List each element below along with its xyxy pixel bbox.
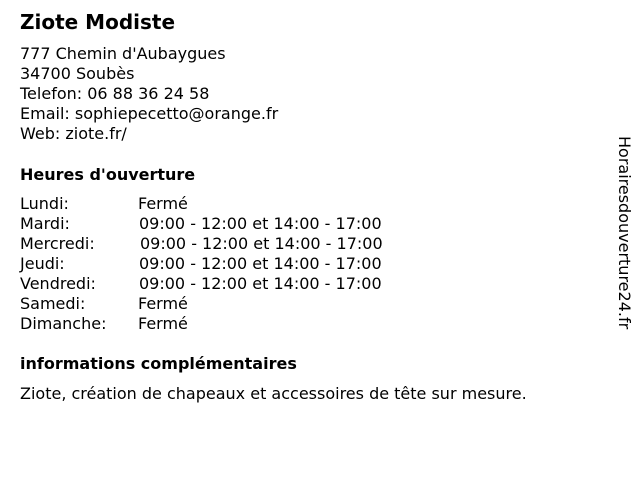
day-label: Vendredi:	[20, 274, 96, 293]
web-line: Web: ziote.fr/	[20, 124, 127, 143]
day-hours: Fermé	[138, 194, 188, 213]
contact-block	[20, 44, 278, 144]
site-watermark: Horairesdouverture24.fr	[615, 136, 634, 330]
email-line: Email: sophiepecetto@orange.fr	[20, 104, 279, 123]
address-city: 34700 Soubès	[20, 64, 135, 83]
day-label: Samedi:	[20, 294, 86, 313]
day-hours: Fermé	[138, 314, 188, 333]
day-label: Mardi:	[20, 214, 70, 233]
business-name: Ziote Modiste	[20, 10, 176, 34]
day-label: Mercredi:	[20, 234, 95, 253]
day-hours: Fermé	[138, 294, 188, 313]
day-hours: 09:00 - 12:00 et 14:00 - 17:00	[139, 214, 382, 233]
address-street: 777 Chemin d'Aubaygues	[20, 44, 226, 63]
day-hours: 09:00 - 12:00 et 14:00 - 17:00	[139, 254, 382, 273]
hours-heading: Heures d'ouverture	[20, 165, 196, 184]
info-description: Ziote, création de chapeaux et accessoires de tête sur mesure.	[20, 384, 527, 403]
phone-line: Telefon: 06 88 36 24 58	[20, 84, 210, 103]
day-hours: 09:00 - 12:00 et 14:00 - 17:00	[139, 274, 382, 293]
day-label: Jeudi:	[20, 254, 65, 273]
day-hours: 09:00 - 12:00 et 14:00 - 17:00	[140, 234, 383, 253]
day-label: Lundi:	[20, 194, 69, 213]
day-label: Dimanche:	[20, 314, 107, 333]
info-heading: informations complémentaires	[20, 354, 297, 373]
